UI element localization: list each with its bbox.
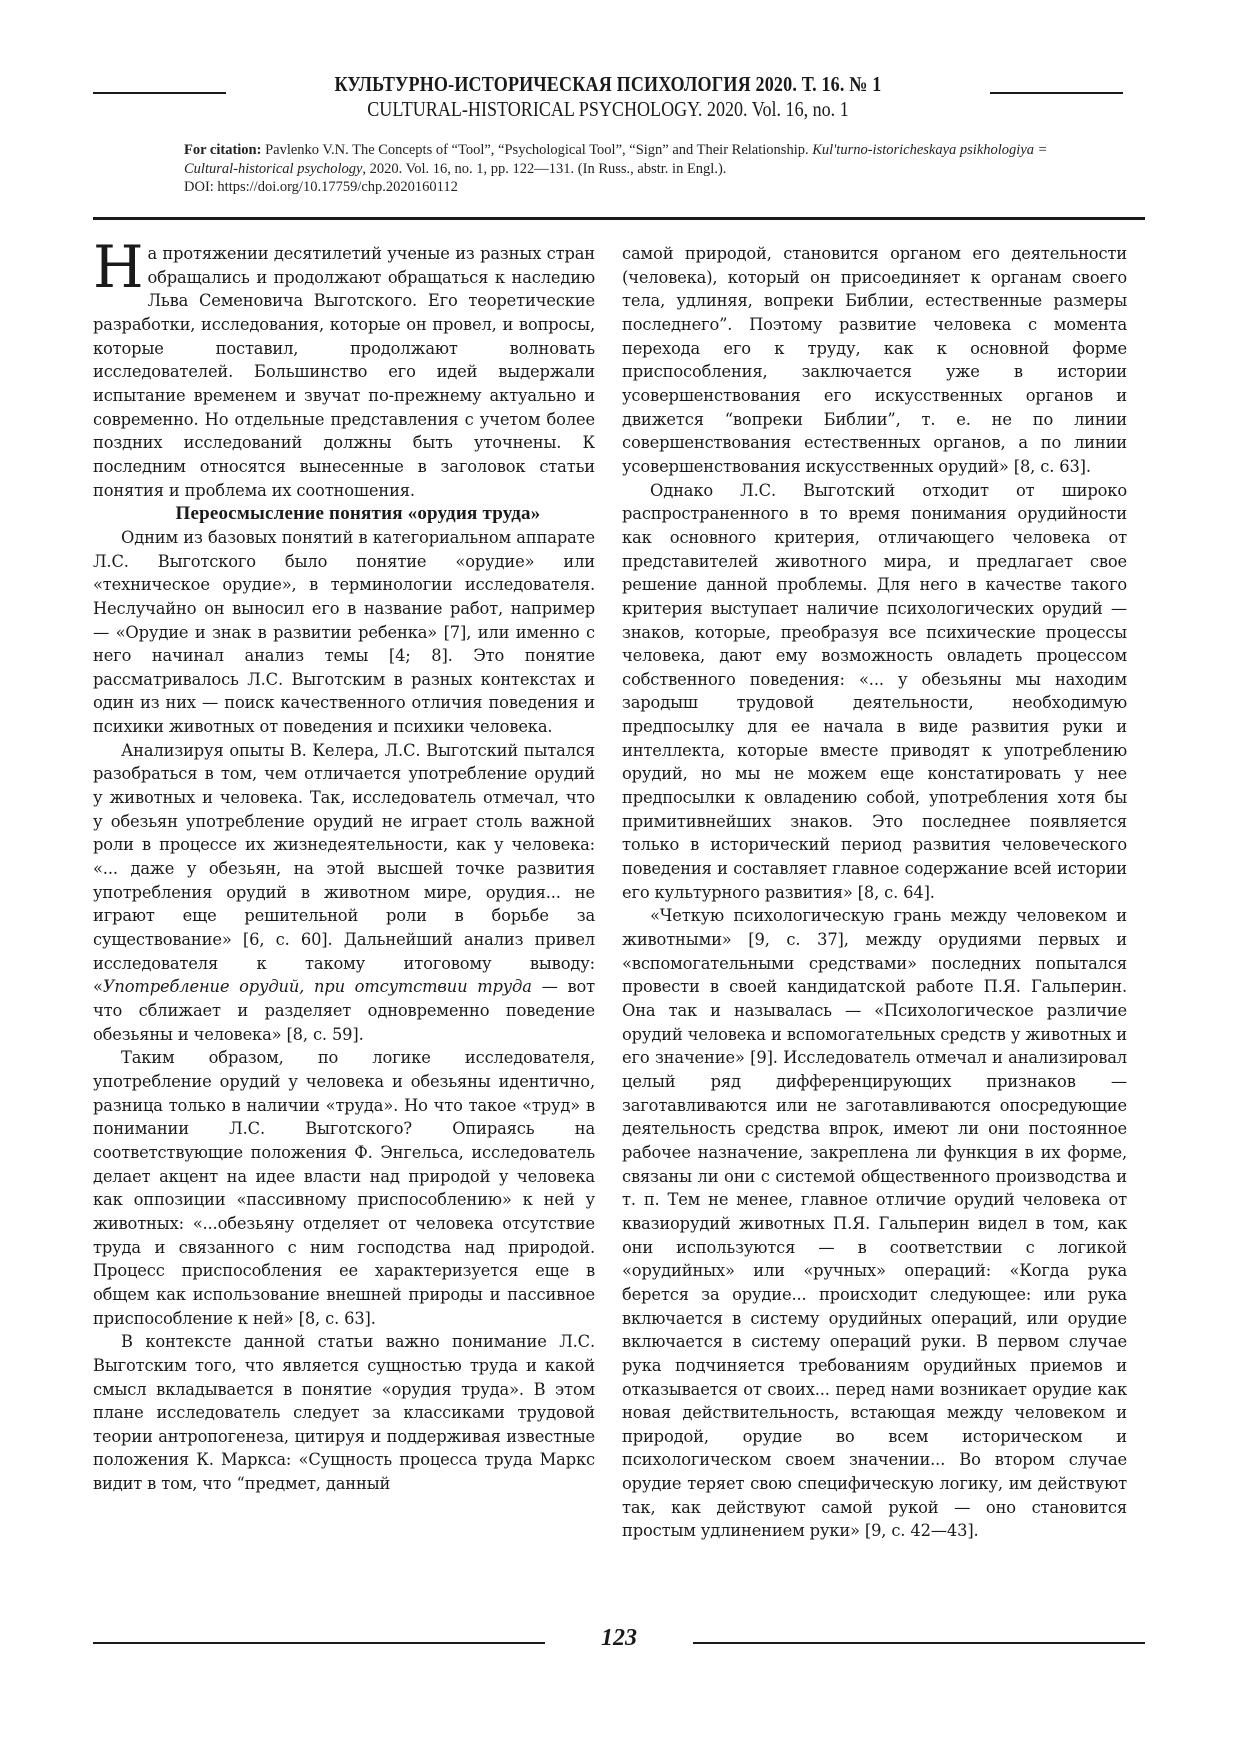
citation-doi[interactable]: DOI: https://doi.org/10.17759/chp.2020160112 [184, 179, 458, 195]
journal-title-en: CULTURAL-HISTORICAL PSYCHOLOGY. 2020. Vol. 16, no. 1 [367, 97, 849, 121]
paragraph-text: — вот что сближает и разделяет одновременно поведение обезьяны и человека» [8, с. 59]. [93, 977, 595, 1044]
footer-rule-right [693, 1642, 1145, 1644]
left-column [93, 233, 595, 1496]
citation-block [184, 141, 1054, 197]
running-header [93, 70, 1123, 120]
italic-emphasis: Употребление орудий, при отсутствии труда [102, 977, 532, 997]
body-paragraph: В контексте данной статьи важно понимание Л.С. Выготским того, что является сущностью труда и какой смысл вкладывается в понятие «орудия труда». В этом плане исследователь следует за классиками трудовой теории антропогенеза, цитируя и поддерживая известные положения К. Маркса: «Сущность процесса труда Маркс видит в том, что “предмет, данный [93, 1332, 595, 1494]
body-paragraph: «Четкую психологическую грань между человеком и животными» [9, с. 37], между орудиями первых и «вспомогательными средствами» последних попытался провести в своей кандидатской работе П.Я. Гальперин. Она так и называлась — «Психологическое различие орудий человека и вспомогательных средств у животных и его значение» [9]. Исследователь отмечал и анализировал целый ряд дифференцирующих признаков — заготавливаются или не заготавливаются опосредующие деятельность средства впрок, имеют ли они постоянное рабочее назначение, закреплена ли функция в их форме, связаны ли они с системой общественного производства и т. п. Тем не менее, главное отличие орудий человека от квазиорудий животных П.Я. Гальперин видел в том, как они используются — в соответствии с логикой «орудийных» или «ручных» операций: «Когда рука берется за орудие... происходит следующее: или рука включается в систему орудийных операций, или орудие включается в систему операций руки. В первом случае рука подчиняется требованиям орудийных приемов и отказывается от своих... перед нами возникает орудие как новая действительность, встающая между человеком и природой, орудие во всем историческом и психологическом своем значении... Во втором случае орудие теряет свою специфическую логику, им действуют так, как действуют самой рукой — оно становится простым удлинением руки» [9, с. 42—43]. [622, 906, 1127, 1541]
section-heading: Переосмысление понятия «орудия труда» [175, 503, 541, 525]
body-paragraph-kohler [93, 739, 595, 1047]
body-paragraph: Одним из базовых понятий в категориальном аппарате Л.С. Выготского было понятие «орудие» или «техническое орудие», в терминологии исследователя. Неслучайно он выносил его в название работ, например — «Орудие и знак в развитии ребенка» [7], или именно с него начинал анализ темы [4; 8]. Это понятие рассматривалось Л.С. Выготским в разных контекстах и один из них — поиск качественного отличия поведения и психики животных от поведения и психики человека. [93, 527, 595, 737]
dropcap-letter: Н [93, 233, 144, 301]
intro-text: а протяжении десятилетий ученые из разных стран обращались и продолжают обращаться к наследию Льва Семеновича Выготского. Его теоретические разработки, исследования, которые он провел, и вопросы, которые поставил, продолжают волновать исследователей. Большинство его идей выдержали испытание временем и звучат по-прежнему актуально и современно. Но отдельные представления с учетом более поздних исследований должны быть уточнены. К последним относятся вынесенные в заголовок статьи понятия и проблема их соотношения. [93, 244, 595, 500]
body-paragraph: Таким образом, по логике исследователя, употребление орудий у человека и обезьяны идентично, разница только в наличии «труда». Но что такое «труд» в понимании Л.С. Выготского? Опираясь на соответствующие положения Ф. Энгельса, исследователь делает акцент на идее власти над природой у человека как оппозиции «пассивному приспособлению» к ней у животных: «...обезьяну отделяет от человека отсутствие труда и связанного с ним господства над природой. Процесс приспособления ее характеризуется еще в общем как использование внешней природы и пассивное приспособление к ней» [8, с. 63]. [93, 1048, 595, 1328]
citation-text: Pavlenko V.N. The Concepts of “Tool”, “Psychological Tool”, “Sign” and Their Relationship. [261, 142, 813, 158]
intro-paragraph [93, 233, 595, 502]
body-paragraph-continued: самой природой, становится органом его деятельности (человека), который он присоединяет к органам своего тела, удлиняя, вопреки Библии, естественные размеры последнего”. Поэтому развитие человека с момента перехода его к труду, как к основной форме приспособления, заключается уже в истории усовершенствования его искусственных органов и движется “вопреки Библии”, т. е. не по линии совершенствования естественных органов, а по линии усовершенствования искусственных орудий» [8, с. 63]. [622, 244, 1127, 476]
citation-details: , 2020. Vol. 16, no. 1, pp. 122—131. (In Russ., abstr. in Engl.). [362, 160, 727, 177]
right-column [622, 242, 1127, 1543]
header-separator [93, 217, 1145, 220]
citation-label: For citation: [184, 142, 262, 158]
header-rule-right [990, 92, 1123, 94]
body-paragraph: Однако Л.С. Выготский отходит от широко распространенного в то время понимания орудийности как основного критерия, отличающего человека от представителей животного мира, и предлагает свое решение данной проблемы. Для него в качестве такого критерия выступает наличие психологических орудий — знаков, которые, преобразуя все психические процессы человека, дают ему возможность овладеть процессом собственного поведения: «... у обезьяны мы находим зародыш трудовой деятельности, необходимую предпосылку для ее начала в виде развития руки и интеллекта, которые вместе приводят к употреблению орудий, но мы не можем еще констатировать у нее предпосылки к овладению собой, употребления хотя бы примитивнейших знаков. Это последнее появляется только в исторический период развития человеческого поведения и составляет главное содержание всей истории его культурного развития» [8, с. 64]. [622, 480, 1127, 902]
journal-title-ru: КУЛЬТУРНО-ИСТОРИЧЕСКАЯ ПСИХОЛОГИЯ 2020. Т. 16. № 1 [334, 72, 882, 96]
page-footer [93, 1625, 1145, 1665]
paragraph-text: Анализируя опыты В. Келера, Л.С. Выготский пытался разобраться в том, чем отличается употребление орудий у животных и человека. Так, исследователь отмечал, что у обезьян употребление орудий не играет столь важной роли в процессе их жизнедеятельности, как у человека: «... даже у обезьян, на этой высшей точке развития употребления орудий в животном мире, орудия... не играют еще решительной роли в борьбе за существование» [6, с. 60]. Дальнейший анализ привел исследователя к такому итоговому выводу: « [93, 740, 595, 997]
page-number: 123 [601, 1625, 637, 1651]
citation-journal: Kul'turno-istoricheskaya psikhologiya = Cultural-historical psychology [184, 142, 1048, 177]
